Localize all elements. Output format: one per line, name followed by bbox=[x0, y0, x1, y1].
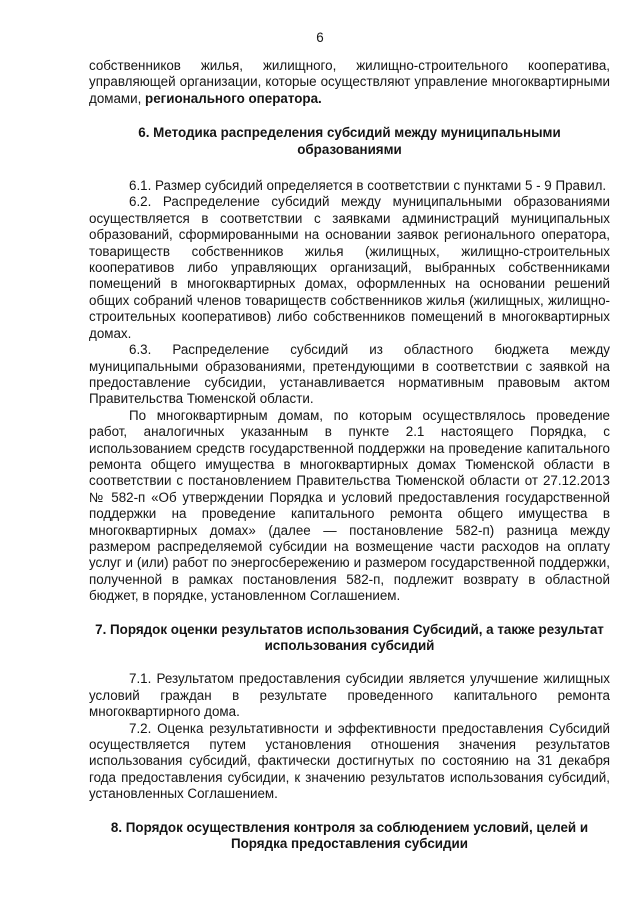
intro-paragraph bbox=[89, 58, 610, 107]
paragraph-6-1: 6.1. Размер субсидий определяется в соответствии с пунктами 5 - 9 Правил. bbox=[129, 178, 607, 194]
section-7-title: 7. Порядок оценки результатов использования Субсидий, а также результат использования субсидий bbox=[95, 621, 604, 653]
intro-bold-tail: регионального оператора. bbox=[145, 90, 322, 106]
section-6-title: 6. Методика распределения субсидий между муниципальными образованиями bbox=[138, 125, 561, 157]
document-body bbox=[89, 58, 610, 852]
paragraph-7-2: 7.2. Оценка результативности и эффективности предоставления Субсидий осуществляется путем установления отношения значения результатов использования субсидий, фактически достигнутых по состоянию на 31 декабря года предоставления субсидии, к значению результатов использования субсидий, установленных Соглашением. bbox=[89, 720, 610, 802]
intro-text: собственников жилья, жилищного, жилищно-строительного кооператива, управляющей организации, которые осуществляют управление многоквартирными домами, bbox=[89, 58, 610, 106]
paragraph-7-1: 7.1. Результатом предоставления субсидии является улучшение жилищных условий граждан в результате проведенного капитального ремонта многоквартирного дома. bbox=[89, 671, 610, 720]
paragraph-6-3-continued: По многоквартирным домам, по которым осуществлялось проведение работ, аналогичных указанным в пункте 2.1 настоящего Порядка, с использованием средств государственной поддержки на проведение капитального ремонта общего имущества в многоквартирных домах Тюменской области в соответствии с постановлением Правительства Тюменской области от 27.12.2013 № 582-п «Об утверждении Порядка и условий предоставления государственной поддержки на проведение капитального ремонта общего имущества в многоквартирных домах» (далее — постановление 582-п) разница между размером распределяемой субсидии на возмещение части расходов на оплату услуг и (или) работ по энергосбережению и размером государственной поддержки, полученной в рамках постановления 582-п, подлежит возврату в областной бюджет, в порядке, установленном Соглашением. bbox=[89, 407, 610, 604]
section-8-title: 8. Порядок осуществления контроля за соблюдением условий, целей и Порядка предоставления субсидии bbox=[110, 819, 589, 852]
paragraph-6-2: 6.2. Распределение субсидий между муниципальными образованиями осуществляется в соответствии с заявками администраций муниципальных образований, сформированными на основании заявок регионального оператора, товариществ собственников жилья (жилищных, жилищно-строительных кооперативов либо управляющих организаций, выбранных собственниками помещений в многоквартирных домах, оформленных на основании решений общих собраний членов товариществ собственников жилья (жилищных, жилищно-строительных кооперативов) либо собственников помещений в многоквартирных домах. bbox=[89, 194, 610, 341]
paragraph-6-3: 6.3. Распределение субсидий из областного бюджета между муниципальными образованиями, претендующими в соответствии с заявкой на предоставление субсидии, устанавливается нормативным правовым актом Правительства Тюменской области. bbox=[89, 342, 610, 407]
page-number: 6 bbox=[316, 30, 324, 45]
